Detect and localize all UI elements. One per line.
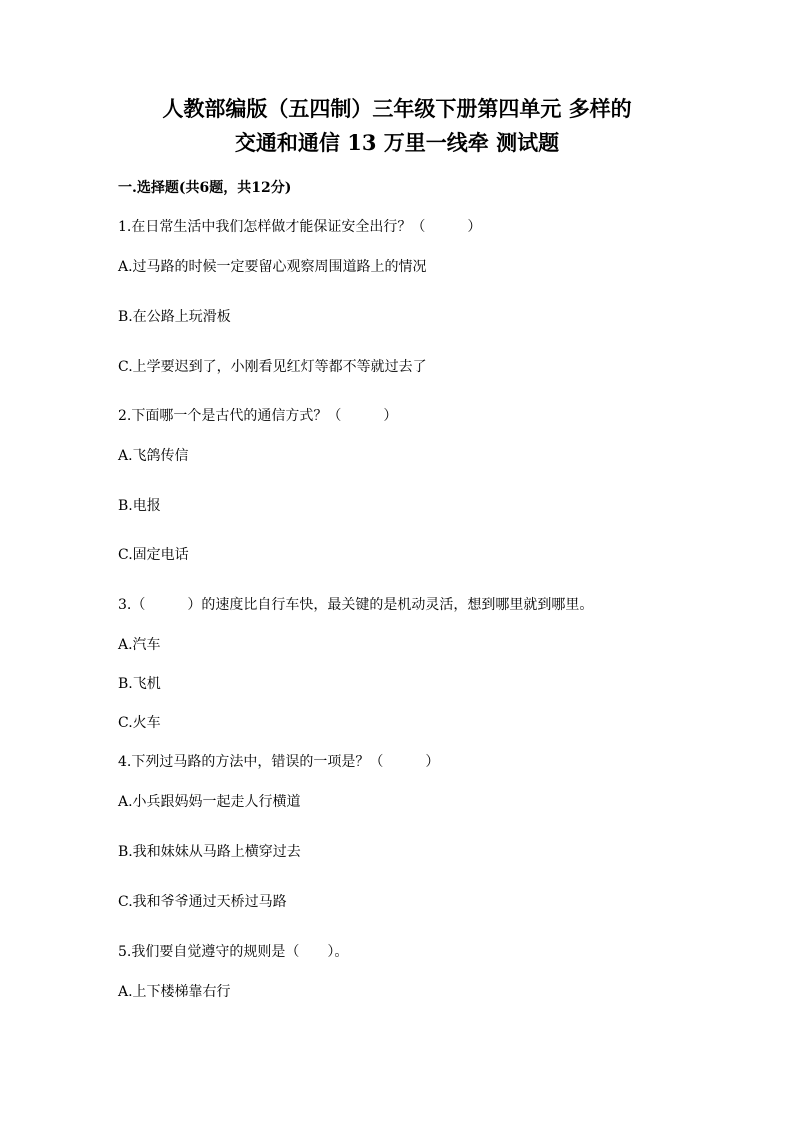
question-1-stem: 1.在日常生活中我们怎样做才能保证安全出行？（ ） <box>118 219 482 235</box>
question-2-stem: 2.下面哪一个是古代的通信方式？（ ） <box>118 408 398 424</box>
question-3-stem: 3.（ ）的速度比自行车快，最关键的是机动灵活，想到哪里就到哪里。 <box>118 597 594 613</box>
question-4-stem: 4.下列过马路的方法中，错误的一项是？（ ） <box>118 754 440 770</box>
question-2-option-b: B.电报 <box>118 498 161 514</box>
question-5-option-a: A.上下楼梯靠右行 <box>118 984 231 1000</box>
question-3-option-b: B.飞机 <box>118 676 161 692</box>
question-4-option-c: C.我和爷爷通过天桥过马路 <box>118 894 287 910</box>
question-5-stem: 5.我们要自觉遵守的规则是（ ）。 <box>118 944 349 960</box>
question-1-option-c: C.上学要迟到了，小刚看见红灯等都不等就过去了 <box>118 359 427 375</box>
question-2-option-c: C.固定电话 <box>118 547 189 563</box>
question-3-option-c: C.火车 <box>118 715 161 731</box>
question-4-option-a: A.小兵跟妈妈一起走人行横道 <box>118 794 301 810</box>
question-1-option-b: B.在公路上玩滑板 <box>118 309 231 325</box>
question-2-option-a: A.飞鸽传信 <box>118 448 189 464</box>
question-3-option-a: A.汽车 <box>118 637 161 653</box>
question-4-option-b: B.我和妹妹从马路上横穿过去 <box>118 844 301 860</box>
question-1-option-a: A.过马路的时候一定要留心观察周围道路上的情况 <box>118 259 427 275</box>
title-line-2: 交通和通信 13 万里一线牵 测试题 <box>234 130 560 155</box>
section-heading: 一.选择题(共6题，共12分) <box>118 180 292 196</box>
page-title <box>0 92 794 160</box>
title-line-1: 人教部编版（五四制）三年级下册第四单元 多样的 <box>162 96 632 121</box>
